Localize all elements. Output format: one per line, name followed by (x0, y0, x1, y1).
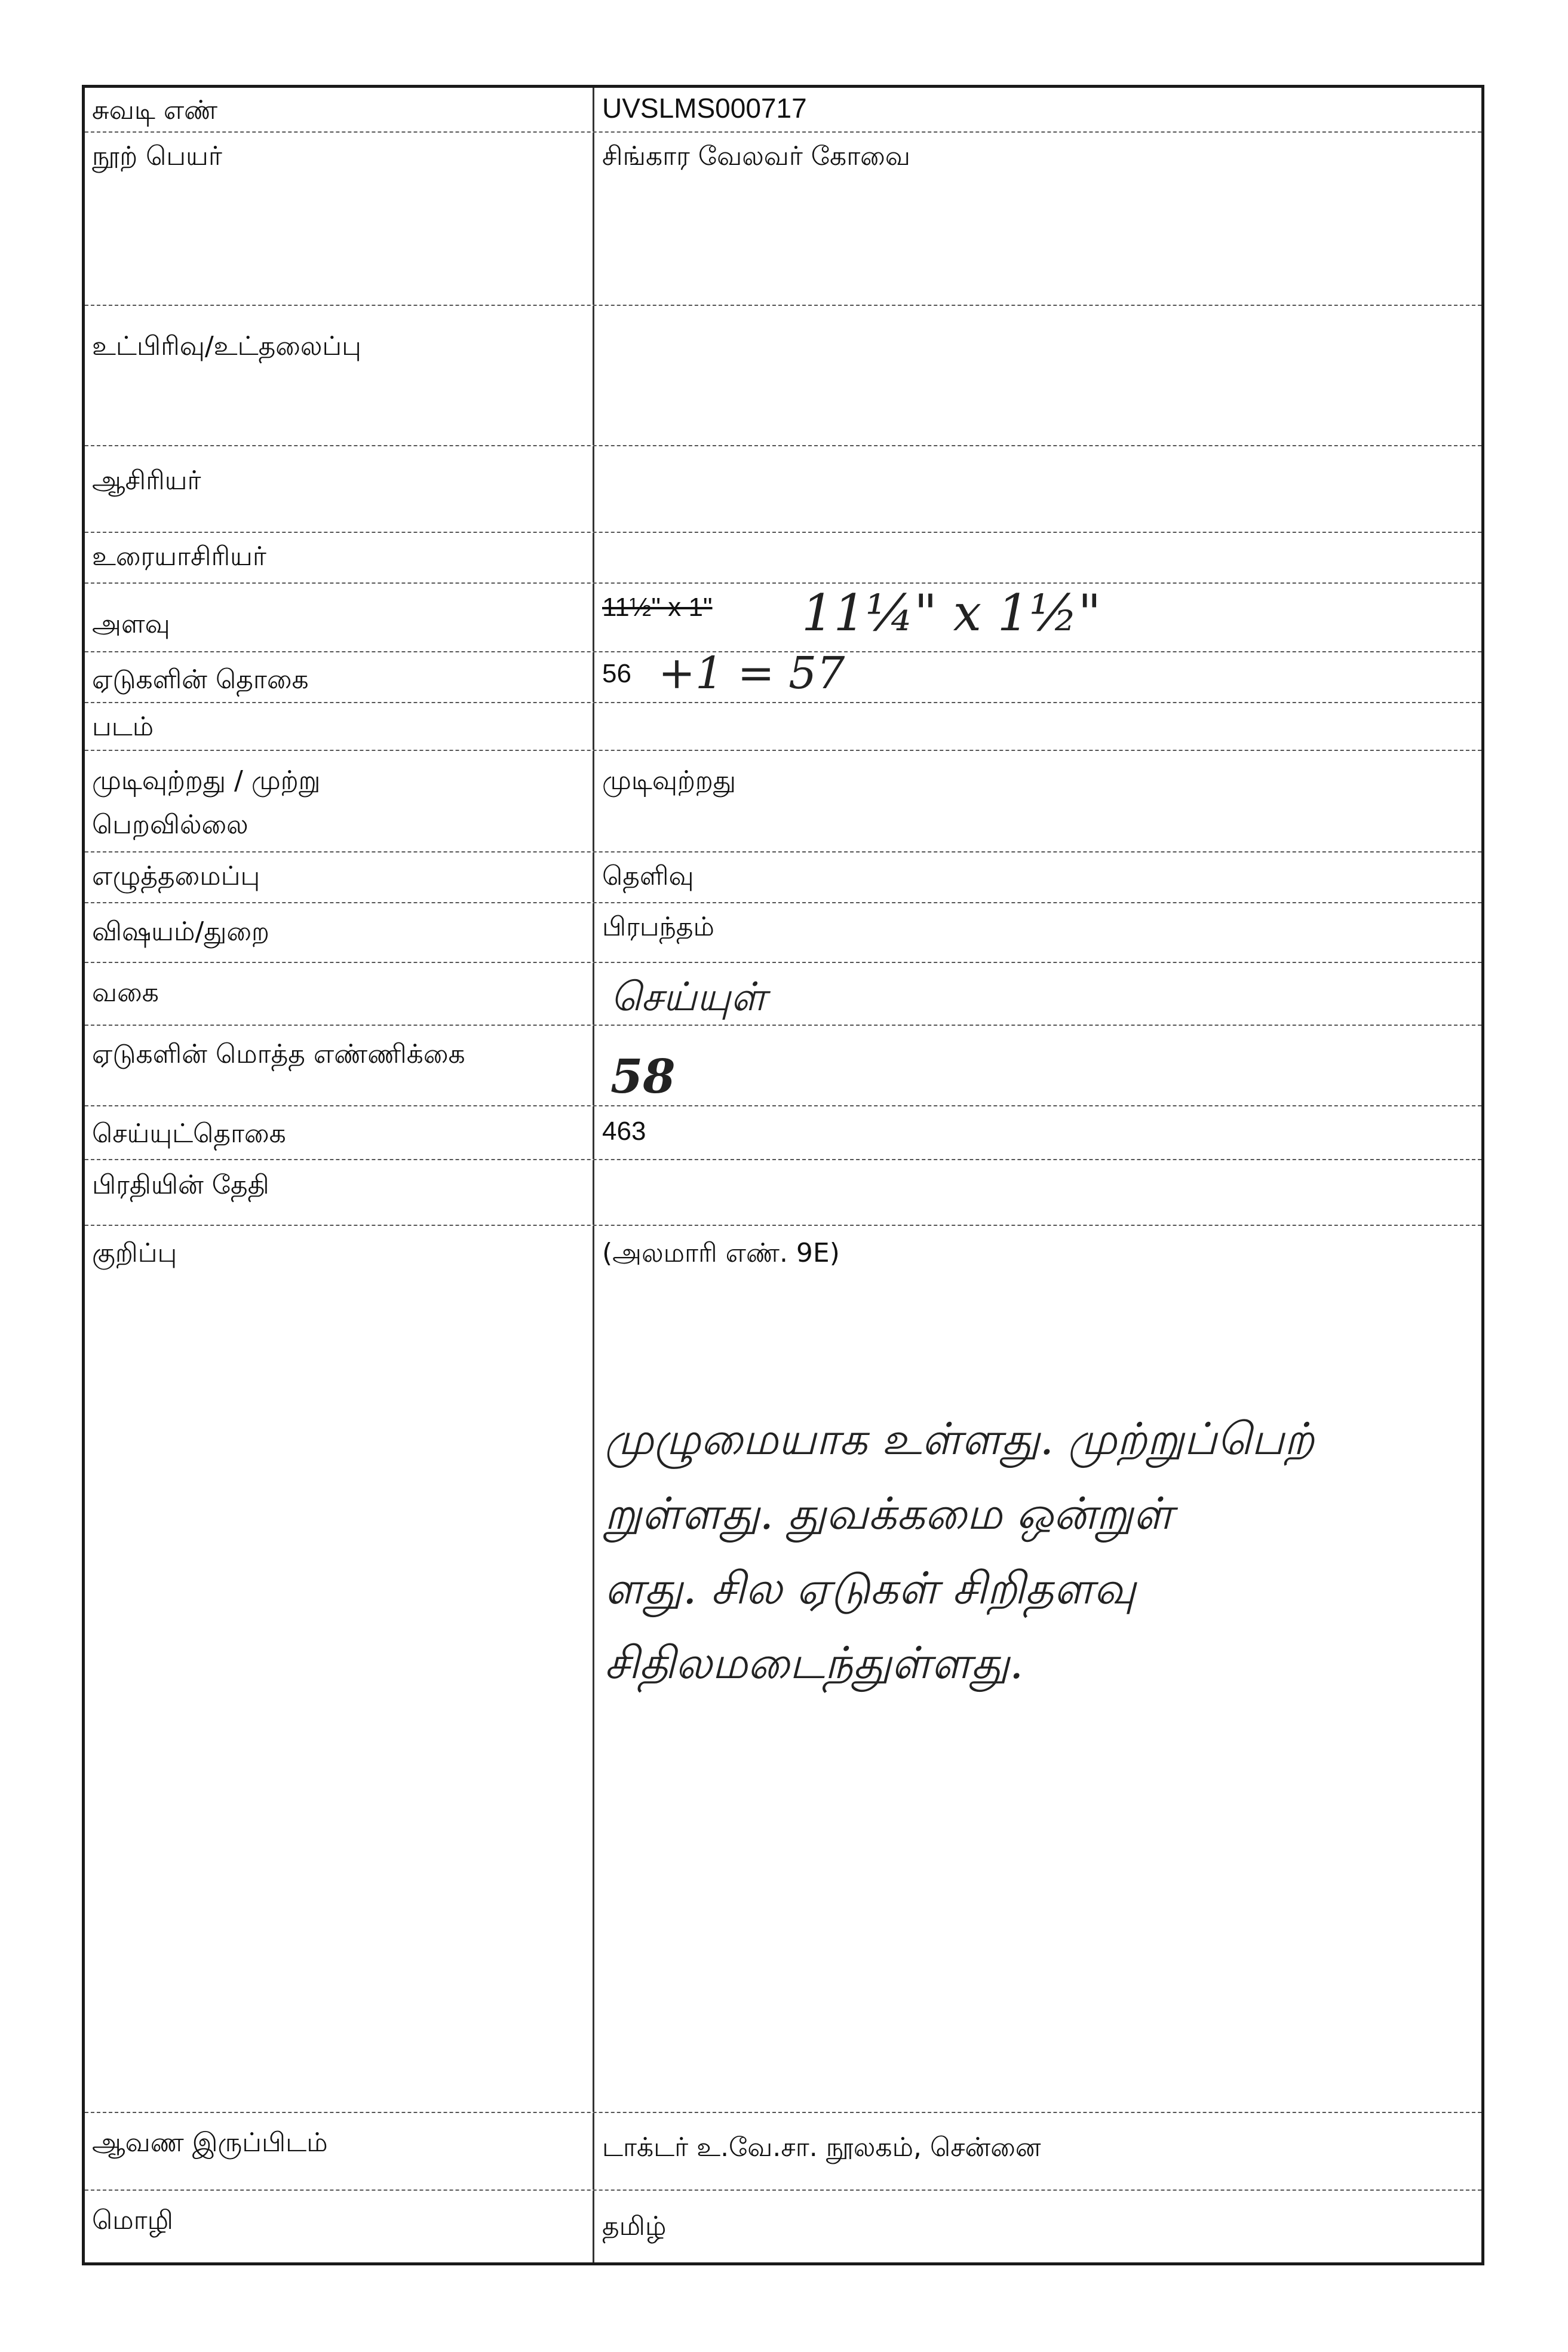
field-value: (அலமாரி எண். 9E) (602, 1238, 840, 1268)
field-value: தெளிவு (602, 861, 694, 891)
column-divider (593, 2113, 594, 2190)
field-label: செய்யுட்தொகை (92, 1118, 286, 1149)
column-divider (593, 1160, 594, 1225)
field-label: நூற் பெயர் (92, 141, 222, 171)
column-divider (593, 533, 594, 582)
field-value: டாக்டர் உ.வே.சா. நூலகம், சென்னை (602, 2132, 1041, 2163)
field-row-title (85, 133, 1481, 306)
field-label: எழுத்தமைப்பு (92, 861, 260, 891)
field-label: குறிப்பு (92, 1238, 177, 1268)
field-value: 56 (602, 659, 631, 688)
field-value: முடிவுற்றது (602, 765, 737, 796)
field-value: UVSLMS000717 (602, 93, 807, 124)
column-divider (593, 652, 594, 702)
field-label-line1: முடிவுற்றது / முற்று (92, 765, 321, 796)
field-row-copy-date (85, 1160, 1481, 1226)
field-row-illustration (85, 703, 1481, 751)
column-divider (593, 584, 594, 651)
handwritten-note-line: சிதிலமடைந்துள்ளது. (605, 1637, 1024, 1689)
field-label: ஏடுகளின் மொத்த எண்ணிக்கை (92, 1039, 465, 1069)
column-divider (593, 751, 594, 851)
column-divider (593, 963, 594, 1025)
column-divider (593, 1026, 594, 1105)
field-value: சிங்கார வேலவர் கோவை (602, 141, 910, 171)
field-value: 463 (602, 1117, 646, 1146)
field-label: உரையாசிரியர் (92, 541, 266, 572)
handwritten-size: 11¼" x 1½" (802, 584, 1101, 642)
field-label: ஆசிரியர் (92, 465, 201, 496)
field-row-language (85, 2191, 1481, 2262)
field-row-subsection (85, 306, 1481, 446)
column-divider (593, 2191, 594, 2262)
handwritten-note-line: ளது. சில ஏடுகள் சிறிதளவு (605, 1563, 1136, 1614)
field-value: பிரபந்தம் (602, 912, 714, 942)
field-label-line2: பெறவில்லை (92, 809, 248, 840)
field-row-manuscript-id (85, 88, 1481, 133)
field-label: அளவு (92, 609, 170, 639)
column-divider (593, 853, 594, 902)
column-divider (593, 306, 594, 445)
field-row-size (85, 584, 1481, 652)
field-row-verse-count (85, 1106, 1481, 1160)
column-divider (593, 1106, 594, 1159)
field-row-leaf-count (85, 648, 1481, 703)
column-divider (593, 903, 594, 962)
field-label: வகை (92, 977, 159, 1008)
field-label: உட்பிரிவு/உட்தலைப்பு (92, 331, 361, 361)
handwritten-note (605, 1402, 1453, 1701)
field-label: படம் (92, 712, 154, 742)
field-row-commentator (85, 533, 1481, 584)
field-label: சுவடி எண் (92, 95, 218, 125)
handwritten-total-leaves: 58 (610, 1050, 676, 1104)
field-label: ஏடுகளின் தொகை (92, 664, 309, 695)
handwritten-type: செய்யுள் (610, 974, 766, 1020)
field-row-type (85, 963, 1481, 1026)
column-divider (593, 446, 594, 532)
field-label: ஆவண இருப்பிடம் (92, 2127, 328, 2158)
field-value: தமிழ் (602, 2211, 667, 2241)
manuscript-record-sheet (82, 85, 1484, 2265)
field-row-total-leaves (85, 1026, 1481, 1106)
column-divider (593, 133, 594, 305)
field-row-subject (85, 903, 1481, 963)
column-divider (593, 703, 594, 750)
field-row-archive-location (85, 2113, 1481, 2191)
field-value-struck: 11½" x 1" (602, 593, 713, 622)
column-divider (593, 1226, 594, 2112)
field-label: விஷயம்/துறை (92, 916, 269, 947)
handwritten-leaf-count: +1 = 57 (658, 648, 845, 699)
field-row-script-quality (85, 853, 1481, 903)
column-divider (593, 88, 594, 131)
field-label: பிரதியின் தேதி (92, 1170, 269, 1200)
field-row-author (85, 446, 1481, 533)
field-row-completion (85, 751, 1481, 853)
handwritten-note-line: முழுமையாக உள்ளது. முற்றுப்பெற் (605, 1413, 1315, 1465)
field-label: மொழி (92, 2205, 173, 2236)
handwritten-note-line: றுள்ளது. துவக்கமை ஒன்றுள் (605, 1488, 1173, 1540)
